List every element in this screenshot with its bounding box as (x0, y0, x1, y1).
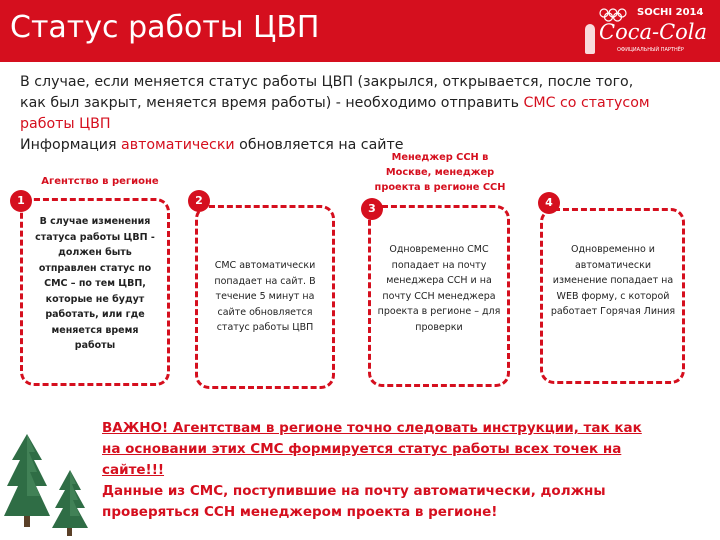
step2-text: СМС автоматически попадает на сайт. В течение 5 минут на сайте обновляется статус работы ЦВП (214, 260, 316, 333)
intro-line1-a: В случае, если меняется статус работы ЦВП (закрылся, открывается, после того, как был закрыт, меняется время работы) - необходимо отправить (20, 74, 634, 111)
step3-label: Менеджер ССН в Москве, менеджер проекта в регионе ССН (374, 152, 506, 193)
fir-tree-left-icon (2, 430, 52, 530)
partner-caption: ОФИЦИАЛЬНЫЙ ПАРТНЁР (617, 47, 684, 53)
step4-badge: 4 (538, 192, 560, 214)
intro-line1-b: СМС со статусом работы ЦВП (20, 95, 650, 132)
header-bar (0, 0, 720, 62)
warning-underlined: ВАЖНО! Агентствам в регионе точно следовать инструкции, так как на основании этих СМС формируется статус работы всех точек на сайте!!! (102, 420, 642, 478)
step1-label: Агентство в регионе (41, 176, 159, 187)
intro-text (20, 72, 660, 156)
step2-badge: 2 (188, 190, 210, 212)
step1-text: В случае изменения статуса работы ЦВП - должен быть отправлен статус по СМС – по тем ЦВП, которые не будут работать, или где меняется время работы (35, 216, 155, 351)
step3-text: Одновременно СМС попадает на почту менеджера ССН и на почту ССН менеджера проекта в регионе – для проверки (377, 244, 501, 333)
warning-plain: Данные из СМС, поступившие на почту автоматически, должны проверяться ССН менеджером проекта в регионе! (102, 483, 606, 520)
intro-line2-c: обновляется на сайте (234, 137, 404, 153)
warning-note (102, 418, 642, 523)
step1-badge: 1 (10, 190, 32, 212)
intro-line2-b: автоматически (121, 137, 235, 153)
coca-cola-logo: Coca-Cola (599, 20, 708, 44)
sochi-logo: SOCHI 2014 (637, 7, 704, 18)
step4-text: Одновременно и автоматически изменение попадает на WEB форму, с которой работает Горячая Линия (550, 244, 676, 317)
sponsor-logo (577, 2, 712, 60)
bottle-icon (585, 24, 595, 54)
intro-line2-a: Информация (20, 137, 122, 153)
page-title: Статус работы ЦВП (10, 10, 320, 45)
fir-tree-right-icon (50, 468, 90, 538)
step3-badge: 3 (361, 198, 383, 220)
